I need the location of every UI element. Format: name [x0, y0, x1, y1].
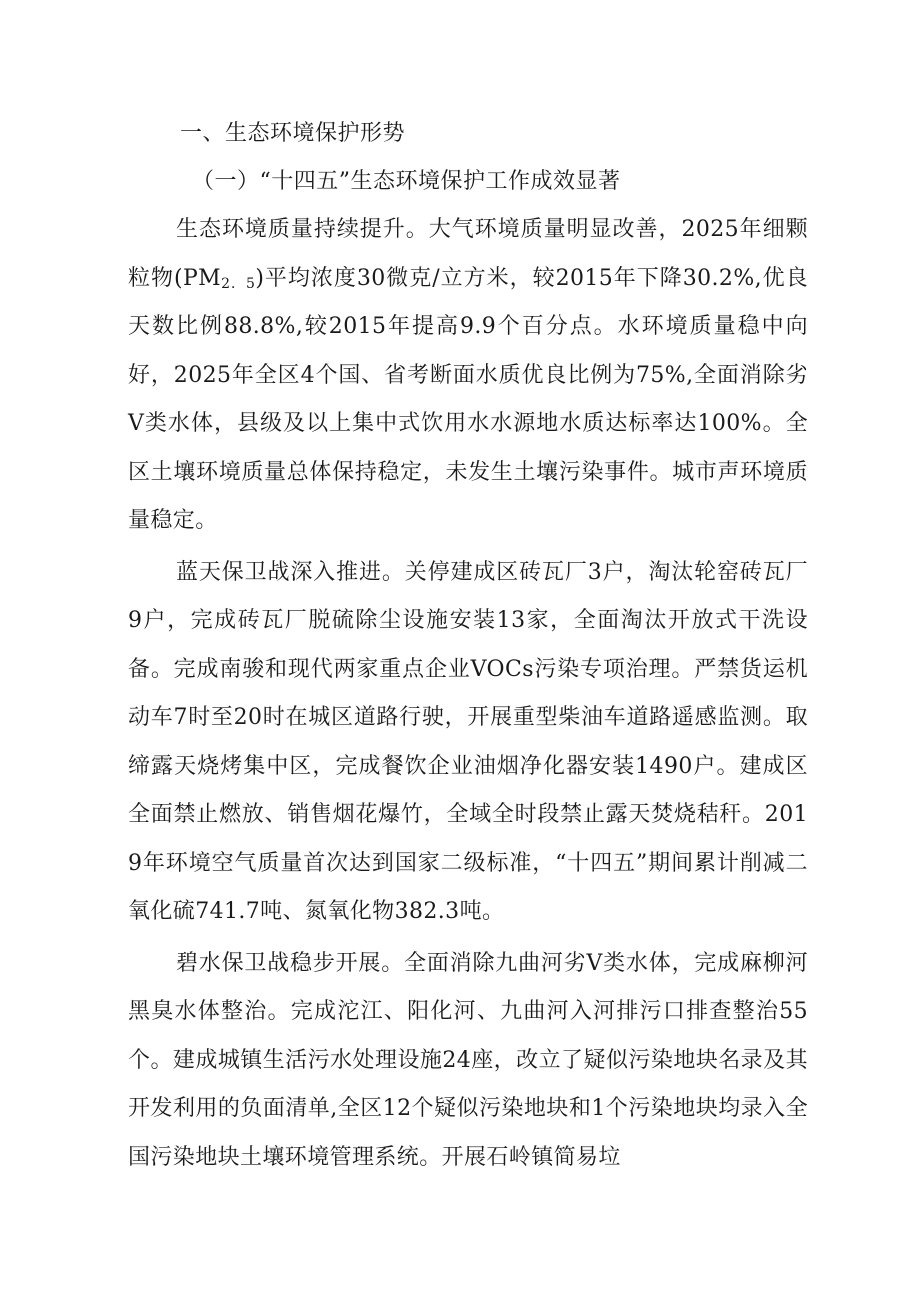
paragraph-blue-sky: 蓝天保卫战深入推进。关停建成区砖瓦厂3户，淘汰轮窑砖瓦厂9户，完成砖瓦厂脱硫除尘设施安装13家，全面淘汰开放式干洗设备。完成南骏和现代两家重点企业VOCs污染专项治理。严禁货运机动车7时至20时在城区道路行驶，开展重型柴油车道路遥感监测。取缔露天烧烤集中区，完成餐饮企业油烟净化器安装1490户。建成区全面禁止燃放、销售烟花爆竹，全域全时段禁止露天焚烧秸秆。2019年环境空气质量首次达到国家二级标准，“十四五”期间累计削减二氧化硫741.7吨、氮氧化物382.3吨。 — [128, 559, 808, 924]
paragraph-text: )平均浓度30微克/立方米，较2015年下降30.2%,优良天数比例88.8%,较2015年提高9.9个百分点。水环境质量稳中向好，2025年全区4个国、省考断面水质优良比例为75%,全面消除劣V类水体，县级及以上集中式饮用水水源地水质达标率达100%。全区土壤环境质量总体保持稳定，未发生土壤污染事件。城市声环境质量稳定。 — [128, 265, 808, 533]
document-body — [128, 110, 808, 1182]
pm-subscript: 2．5 — [221, 275, 256, 292]
paragraph-environment-quality — [128, 206, 808, 546]
section-subheading: （一）“十四五”生态环境保护工作成效显著 — [192, 169, 621, 194]
section-heading: 一、生态环境保护形势 — [180, 121, 406, 146]
paragraph-text: 生态环境质量持续提升。大气环境质量明显改善，2025年细颗粒物(PM — [128, 217, 808, 291]
paragraph-clear-water: 碧水保卫战稳步开展。全面消除九曲河劣V类水体，完成麻柳河黑臭水体整治。完成沱江、阳化河、九曲河入河排污口排查整治55个。建成城镇生活污水处理设施24座，改立了疑似污染地块名录及其开发利用的负面清单,全区12个疑似污染地块和1个污染地块均录入全国污染地块土壤环境管理系统。开展石岭镇简易垃 — [128, 950, 808, 1170]
